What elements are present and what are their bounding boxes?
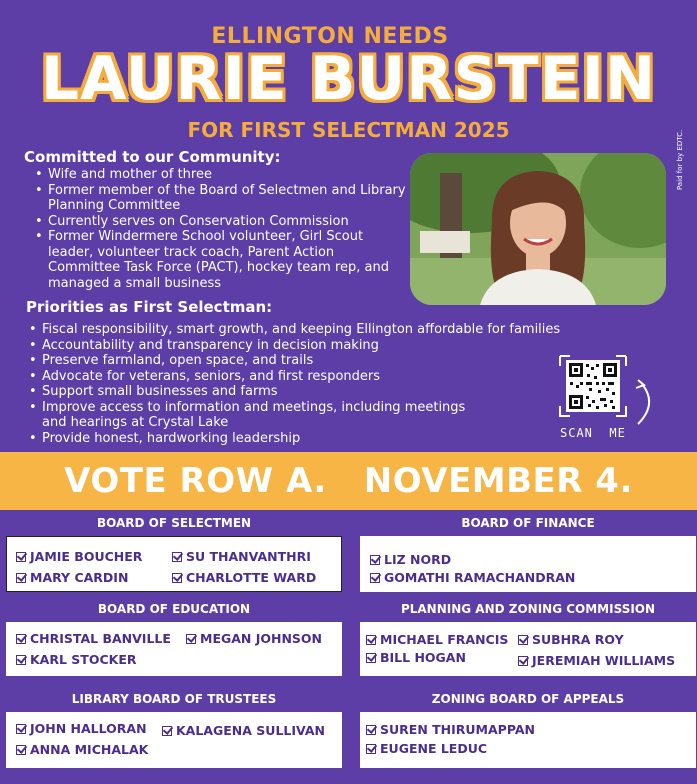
checkbox-icon[interactable]	[16, 552, 26, 562]
qr-code-block[interactable]	[556, 352, 660, 442]
candidate-checkbox[interactable]: KALAGENA SULLIVAN	[162, 723, 325, 738]
checkbox-icon[interactable]	[16, 573, 26, 583]
checkbox-icon[interactable]	[16, 655, 26, 665]
candidate-checkbox[interactable]: MARY CARDIN	[16, 570, 128, 585]
candidate-checkbox[interactable]: MEGAN JOHNSON	[186, 631, 322, 646]
vote-banner-text: VOTE ROW A. NOVEMBER 4.	[64, 461, 633, 501]
board-education-title: BOARD OF EDUCATION	[97, 602, 251, 616]
list-item: • Advocate for veterans, seniors, and first responders	[24, 369, 676, 385]
candidate-name: LAURIE BURSTEIN	[40, 44, 657, 114]
priorities-heading: Priorities as First Selectman:	[26, 298, 273, 316]
list-item: • Fiscal responsibility, smart growth, and keeping Ellington affordable for families	[24, 322, 676, 338]
community-heading: Committed to our Community:	[24, 148, 281, 166]
list-item: • Provide honest, hardworking leadership	[24, 431, 676, 447]
list-item: • Former Windermere School volunteer, Girl Scout leader, volunteer track coach, Parent Action Committee Task Force (PACT), hockey team rep, and managed a small business	[30, 229, 410, 291]
candidate-checkbox[interactable]: ANNA MICHALAK	[16, 742, 148, 757]
candidate-checkbox[interactable]: GOMATHI RAMACHANDRAN	[370, 570, 575, 585]
candidate-photo-illustration	[410, 153, 666, 305]
checkbox-icon[interactable]	[518, 656, 528, 666]
checkbox-icon[interactable]	[172, 552, 182, 562]
board-library-title: LIBRARY BOARD OF TRUSTEES	[71, 692, 277, 706]
board-finance-title: BOARD OF FINANCE	[461, 516, 595, 530]
checkbox-icon[interactable]	[16, 724, 26, 734]
checkbox-icon[interactable]	[186, 634, 196, 644]
board-planning-title: PLANNING AND ZONING COMMISSION	[400, 602, 656, 616]
list-item: • Former member of the Board of Selectmen and Library Planning Committee	[30, 183, 410, 214]
header-office: FOR FIRST SELECTMAN 2025	[187, 118, 510, 142]
checkbox-icon[interactable]	[370, 573, 380, 583]
candidate-checkbox[interactable]: LIZ NORD	[370, 552, 451, 567]
candidate-checkbox[interactable]: JEREMIAH WILLIAMS	[518, 653, 675, 668]
list-item: • Wife and mother of three	[30, 167, 410, 183]
candidate-checkbox[interactable]: BILL HOGAN	[366, 650, 466, 665]
checkbox-icon[interactable]	[370, 555, 380, 565]
list-item: • Preserve farmland, open space, and trails	[24, 353, 676, 369]
candidate-checkbox[interactable]: MICHAEL FRANCIS	[366, 632, 508, 647]
candidate-checkbox[interactable]: EUGENE LEDUC	[366, 741, 487, 756]
checkbox-icon[interactable]	[162, 726, 172, 736]
list-item: • Currently serves on Conservation Commission	[30, 214, 410, 230]
candidate-checkbox[interactable]: SUBHRA ROY	[518, 632, 624, 647]
candidate-checkbox[interactable]: JAMIE BOUCHER	[16, 549, 142, 564]
list-item: • Improve access to information and meetings, including meetings and hearings at Crystal Lake	[24, 400, 472, 431]
board-selectmen-title: BOARD OF SELECTMEN	[96, 516, 252, 530]
list-item: • Accountability and transparency in decision making	[24, 338, 676, 354]
candidate-checkbox[interactable]: CHRISTAL BANVILLE	[16, 631, 171, 646]
checkbox-icon[interactable]	[172, 573, 182, 583]
paid-for-disclaimer: Paid for by EDTC.	[676, 129, 684, 190]
candidate-checkbox[interactable]: CHARLOTTE WARD	[172, 570, 316, 585]
checkbox-icon[interactable]	[518, 635, 528, 645]
checkbox-icon[interactable]	[366, 635, 376, 645]
checkbox-icon[interactable]	[366, 653, 376, 663]
candidate-checkbox[interactable]: KARL STOCKER	[16, 652, 136, 667]
checkbox-icon[interactable]	[16, 745, 26, 755]
candidate-checkbox[interactable]: JOHN HALLORAN	[16, 721, 147, 736]
board-zoning-title: ZONING BOARD OF APPEALS	[431, 692, 625, 706]
candidate-checkbox[interactable]: SUREN THIRUMAPPAN	[366, 722, 535, 737]
list-item: • Support small businesses and farms	[24, 384, 676, 400]
board-zoning-box	[360, 712, 696, 768]
header-line1: ELLINGTON NEEDS	[211, 24, 449, 49]
community-list	[30, 167, 410, 291]
candidate-checkbox[interactable]: SU THANVANTHRI	[172, 549, 311, 564]
checkbox-icon[interactable]	[366, 725, 376, 735]
scan-me-label: SCAN ME	[560, 426, 626, 440]
candidate-photo	[410, 153, 666, 305]
checkbox-icon[interactable]	[16, 634, 26, 644]
checkbox-icon[interactable]	[366, 744, 376, 754]
